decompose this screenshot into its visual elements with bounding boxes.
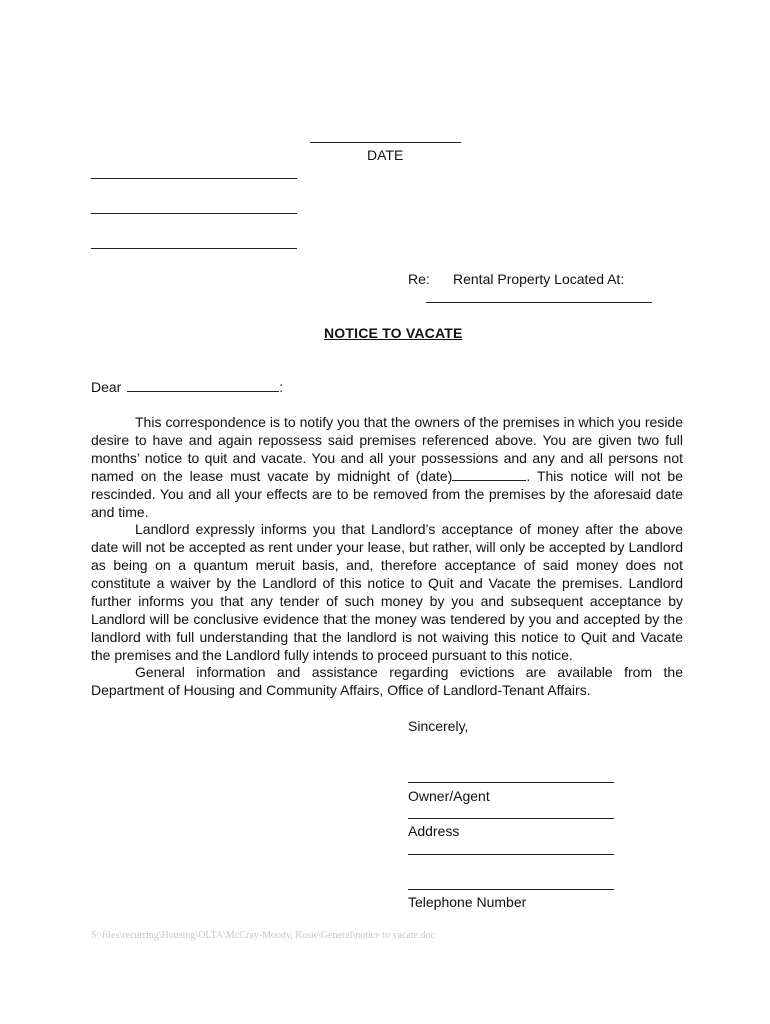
telephone-label: Telephone Number [408,894,527,910]
recipient-line-2 [91,213,297,214]
owner-agent-label: Owner/Agent [408,788,490,804]
salutation-suffix: : [279,379,284,395]
recipient-line-3 [91,248,297,249]
paragraph-notice-part1: This correspondence is to notify you that the owners of the premises in which you reside desire to have and again repossess said premises referenced above. You are given two full months’ notice to quit and vacate. You and all your possessions and any and all persons not named on the lease must vacate by midnight of (date) [91,414,683,484]
paragraph-notice [91,413,683,521]
recipient-line-1 [91,178,297,179]
address-line [408,818,614,819]
notice-title: NOTICE TO VACATE [324,325,463,341]
paragraph-notice-part2: . This notice will not be rescinded. You and all your effects are to be removed from the premises by the aforesaid date and time. [91,468,683,520]
vacate-date-blank [452,467,526,481]
re-label: Re: [408,271,430,287]
address-line-2 [408,854,614,855]
salutation-prefix: Dear [91,379,122,395]
paragraph-money-acceptance: Landlord expressly informs you that Landlord’s acceptance of money after the above date will not be accepted as rent under your lease, but rather, will only be accepted by Landlord as being on a quantum meruit basis, and, therefore acceptance of said money does not constitute a waiver by the Landlord of this notice to Quit and Vacate the premises. Landlord further informs you that any tender of such money by you and subsequent acceptance by Landlord will be conclusive evidence that the money was tendered by you and accepted by the landlord with full understanding that the landlord is not waiving this notice to Quit and Vacate the premises and the Landlord fully intends to proceed pursuant to this notice. [91,521,683,663]
date-label: DATE [367,147,404,163]
salutation [91,378,283,396]
property-address-line [426,302,652,303]
signature-line [408,782,614,783]
paragraph-general-info: General information and assistance regarding evictions are available from the Department of Housing and Community Affairs, Office of Landlord-Tenant Affairs. [91,664,683,698]
telephone-line [408,889,614,890]
tenant-name-blank [127,378,279,392]
closing-sincerely: Sincerely, [408,718,469,734]
date-line [310,142,461,143]
address-label: Address [408,823,460,839]
re-text: Rental Property Located At: [453,271,625,287]
footer-file-path: S:\files\recurring\Housing\OLTA\McCray-Moody, Rosie\General\notice to vacate.doc [91,930,435,941]
